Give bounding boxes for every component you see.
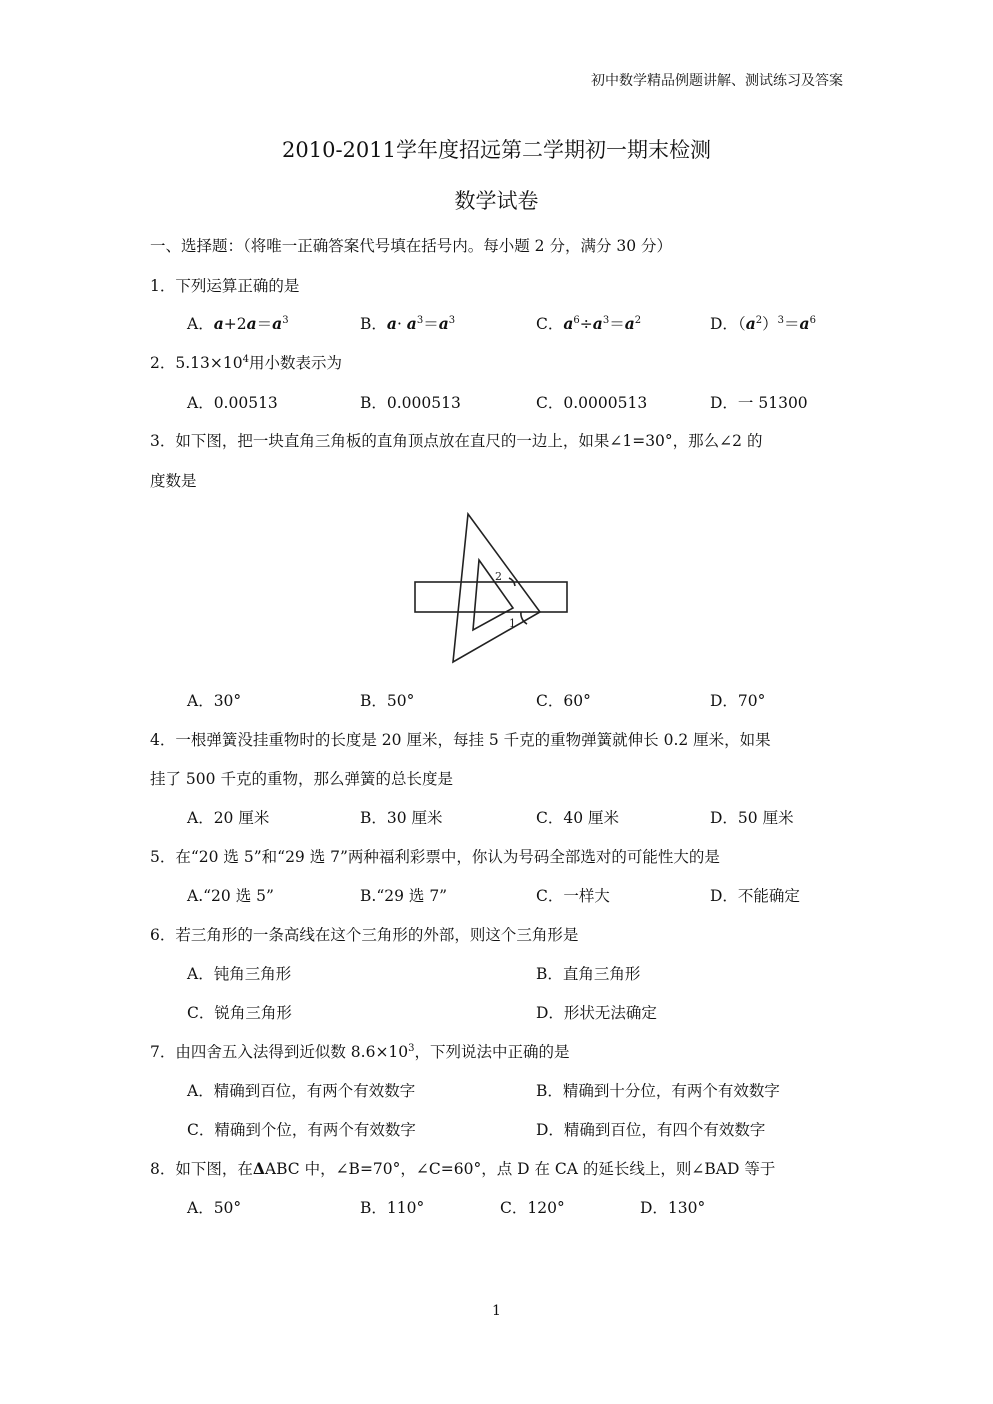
q3-stem-line2: 度数是	[150, 472, 197, 490]
inner-triangle	[473, 560, 513, 630]
q3-figure-ruler-triangle	[413, 512, 573, 666]
q8-option-a: A．50°	[187, 1199, 242, 1217]
outer-triangle	[453, 514, 540, 662]
q4-option-d: D．50 厘米	[710, 809, 794, 827]
q1-option-a: A．$a+2a=a^3$	[187, 314, 289, 333]
angle-2-label: 2	[495, 570, 502, 583]
q8-option-b: B．110°	[360, 1199, 425, 1217]
q7-option-b: B．精确到十分位，有两个有效数字	[536, 1082, 780, 1100]
q8-option-d: D．130°	[640, 1199, 706, 1217]
q2-stem: 2．$5.13\times 10^4$用小数表示为	[150, 353, 342, 372]
q4-stem-line2: 挂了 500 千克的重物，那么弹簧的总长度是	[150, 770, 453, 788]
section-heading: 一、选择题：（将唯一正确答案代号填在括号内。每小题 2 分，满分 30 分）	[150, 237, 673, 255]
q1-stem: 1．下列运算正确的是	[150, 277, 300, 295]
q4-option-a: A．20 厘米	[187, 809, 270, 827]
exam-subtitle: 数学试卷	[454, 189, 539, 213]
q6-option-a: A．钝角三角形	[187, 965, 292, 983]
angle-1-label: 1	[509, 617, 516, 630]
q1-option-b: B．$a\cdot a^3=a^3$	[360, 314, 456, 333]
q7-option-a: A．精确到百位，有两个有效数字	[187, 1082, 416, 1100]
q3-stem-line1: 3．如下图，把一块直角三角板的直角顶点放在直尺的一边上，如果∠1=30°，那么∠2 的	[150, 432, 763, 450]
q3-option-d: D．70°	[710, 692, 766, 710]
q6-stem: 6．若三角形的一条高线在这个三角形的外部，则这个三角形是	[150, 926, 579, 944]
page-header: 初中数学精品例题讲解、测试练习及答案	[591, 73, 843, 89]
q6-option-c: C．锐角三角形	[187, 1004, 292, 1022]
q2-option-d: D．一 51300	[710, 394, 808, 412]
q4-option-b: B．30 厘米	[360, 809, 443, 827]
q5-option-a: A.“20 选 5”	[187, 887, 274, 905]
q7-stem: 7．由四舍五入法得到近似数 $8.6\times 10^3$，下列说法中正确的是	[150, 1042, 570, 1061]
q5-stem: 5．在“20 选 5”和“29 选 7”两种福利彩票中，你认为号码全部选对的可能性大的是	[150, 848, 720, 866]
q2-option-b: B．0.000513	[360, 394, 461, 412]
q6-option-b: B．直角三角形	[536, 965, 641, 983]
q8-option-c: C．120°	[500, 1199, 565, 1217]
q2-option-a: A．0.00513	[187, 394, 278, 412]
ruler-shape	[415, 582, 567, 612]
q3-option-b: B．50°	[360, 692, 415, 710]
q7-option-d: D．精确到百位，有四个有效数字	[536, 1121, 766, 1139]
q5-option-b: B.“29 选 7”	[360, 887, 448, 905]
q1-option-c: C．$a^6\div a^3=a^2$	[536, 314, 642, 333]
q3-option-a: A．30°	[187, 692, 242, 710]
q1-option-d: D．$(a^2)^3=a^6$	[710, 314, 816, 333]
q5-option-d: D．不能确定	[710, 887, 800, 905]
q7-option-c: C．精确到个位，有两个有效数字	[187, 1121, 416, 1139]
q4-option-c: C．40 厘米	[536, 809, 620, 827]
q8-stem: 8．如下图，在ΔABC 中，∠B=70°，∠C=60°，点 D 在 CA 的延长线上，则∠BAD 等于	[150, 1159, 776, 1178]
q6-option-d: D．形状无法确定	[536, 1004, 657, 1022]
q4-stem-line1: 4．一根弹簧没挂重物时的长度是 20 厘米，每挂 5 千克的重物弹簧就伸长 0.2 厘米，如果	[150, 731, 771, 749]
q3-option-c: C．60°	[536, 692, 591, 710]
exam-title: 2010-2011学年度招远第二学期初一期末检测	[282, 138, 711, 162]
q2-option-c: C．0.0000513	[536, 394, 648, 412]
q5-option-c: C．一样大	[536, 887, 610, 905]
page-number: 1	[492, 1303, 501, 1319]
